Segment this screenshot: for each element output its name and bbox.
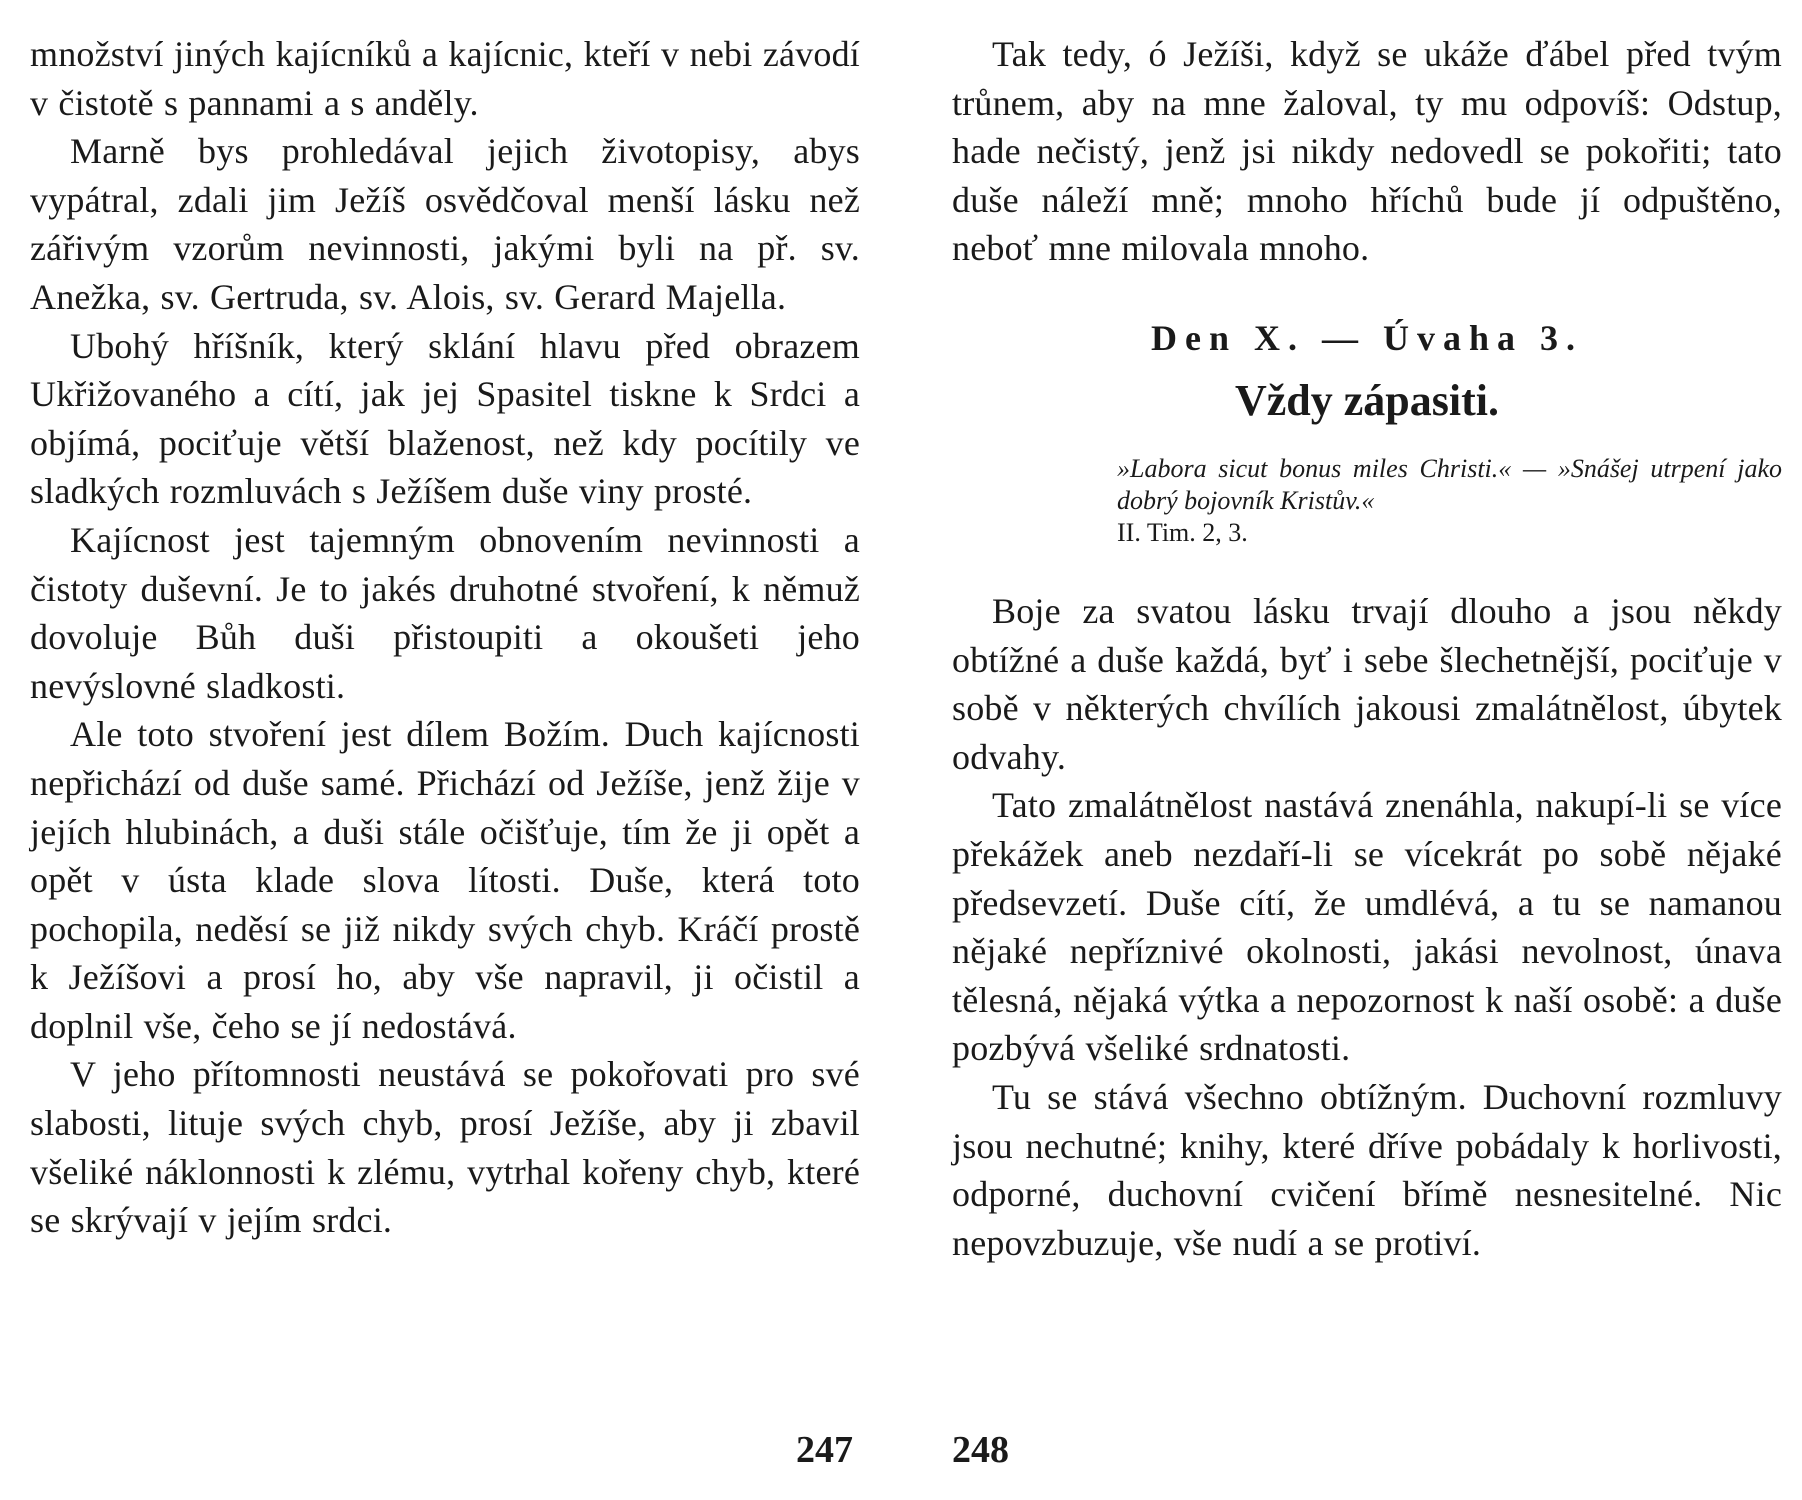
right-paragraph-3: Tu se stává všechno obtížným. Duchovní rozmluvy jsou nechutné; knihy, které dříve pobádaly k horlivosti, odporné, duchovní cvičení břímě nesnesitelné. Nic nepovzbuzuje, vše nudí a se protiví. — [952, 1076, 1782, 1263]
left-page — [30, 30, 860, 1470]
right-page — [952, 30, 1782, 1470]
motto-latin: »Labora sicut bonus miles Christi.« — — [1117, 453, 1558, 483]
right-intro-paragraph: Tak tedy, ó Ježíši, když se ukáže ďábel před tvým trůnem, aby na mne žaloval, ty mu odpovíš: Odstup, hade nečistý, jenž jsi nikdy nedovedl se pokořiti; tato duše náleží mně; mnoho hříchů bude jí odpuštěno, neboť mne milovala mnoho. — [952, 34, 1782, 269]
right-paragraph-1: Boje za svatou lásku trvají dlouho a jsou někdy obtížné a duše každá, byť i sebe šlechetnější, pociťuje v sobě v některých chvílích jakousi zmalátnělost, úbytek odvahy. — [952, 590, 1782, 777]
left-paragraph-2: Marně bys prohledával jejich životopisy, abys vypátral, zdali jim Ježíš osvědčoval menší lásku než zářivým vzorům nevinnosti, jakými byli na př. sv. Anežka, sv. Gertruda, sv. Alois, sv. Gerard Majella. — [30, 131, 860, 317]
motto-czech: »Snášej utrpení jako dobrý bojovník Kristův.« — [1117, 453, 1782, 515]
motto — [1117, 453, 1782, 549]
left-paragraph-6: V jeho přítomnosti neustává se pokořovati pro své slabosti, lituje svých chyb, prosí Ježíše, aby ji zbavil všeliké náklonnosti k zlému, vytrhal kořeny chyb, které se skrývají v jejím srdci. — [30, 1054, 860, 1241]
left-paragraph-4: Kajícnost jest tajemným obnovením nevinnosti a čistoty duševní. Je to jakés druhotné stvoření, k němuž dovoluje Bůh duši přistoupiti a okoušeti jeho nevýslovné sladkosti. — [30, 519, 860, 706]
page-number-right: 248 — [952, 1429, 1009, 1471]
right-paragraph-2: Tato zmalátnělost nastává znenáhla, nakupí-li se více překážek aneb nezdaří-li se vícekrát po sobě nějaké předsevzetí. Duše cítí, že umdlévá, a tu se namanou nějaké nepříznivé okolnosti, jakási nevolnost, únava tělesná, nějaká výtka a nepozornost k naší osobě: a duše pozbývá všeliké srdnatosti. — [952, 785, 1782, 1069]
left-paragraph-3: Ubohý hříšník, který sklání hlavu před obrazem Ukřižovaného a cítí, jak jej Spasitel tiskne k Srdci a objímá, pociťuje větší blaženost, než kdy pocítily ve sladkých rozmluvách s Ježíšem duše viny prosté. — [30, 325, 860, 512]
page-number-left: 247 — [796, 1429, 853, 1471]
left-paragraph-1: množství jiných kajícníků a kajícnic, kteří v nebi závodí v čistotě s pannami a s anděly. — [30, 34, 860, 123]
section-heading: Den X. — Úvaha 3. — [1150, 317, 1583, 358]
left-paragraph-5: Ale toto stvoření jest dílem Božím. Duch kajícnosti nepřichází od duše samé. Přichází od Ježíše, jenž žije v jejích hlubinách, a duši stále očišťuje, tím že ji opět a opět v ústa klade slova lítosti. Duše, která toto pochopila, neděsí se již nikdy svých chyb. Kráčí prostě k Ježíšovi a prosí ho, aby vše napravil, ji očistil a doplnil vše, čeho se jí nedostává. — [30, 714, 860, 1046]
motto-reference: II. Tim. 2, 3. — [1117, 517, 1248, 547]
section-title: Vždy zápasiti. — [1235, 375, 1499, 425]
